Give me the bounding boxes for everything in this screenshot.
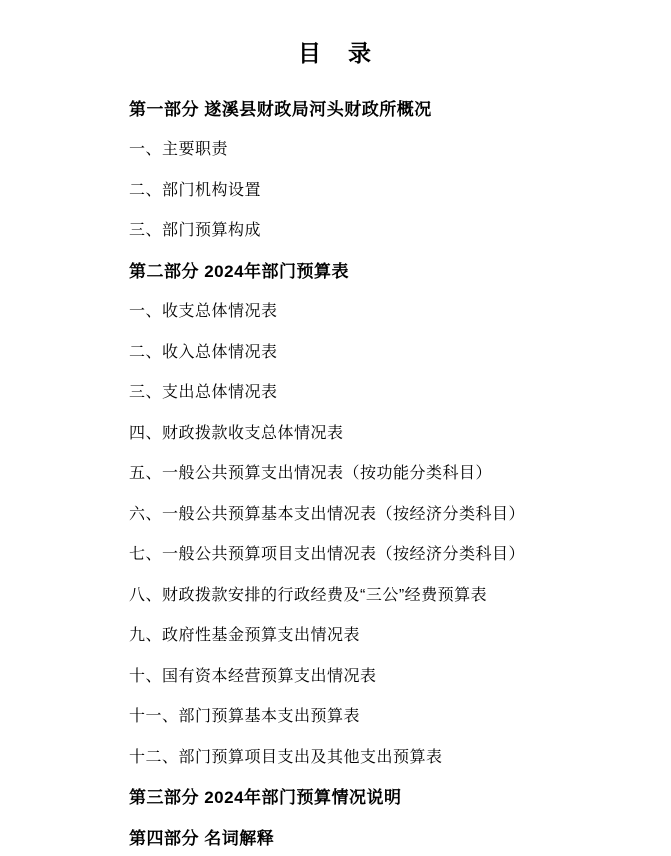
toc-item-2-1: 一、收支总体情况表 — [129, 303, 278, 321]
page-title: 目 录 — [298, 40, 373, 66]
toc-item-1-1: 一、主要职责 — [129, 141, 229, 159]
toc-section-part2: 第二部分 2024年部门预算表 — [129, 261, 350, 281]
toc-item-1-3: 三、部门预算构成 — [129, 222, 262, 240]
toc-item-2-5: 五、一般公共预算支出情况表（按功能分类科目） — [129, 465, 493, 483]
toc-item-2-12: 十二、部门预算项目支出及其他支出预算表 — [129, 748, 443, 766]
toc-item-2-4: 四、财政拨款收支总体情况表 — [129, 424, 344, 442]
toc-list — [0, 87, 671, 856]
toc-item-2-2: 二、收入总体情况表 — [129, 343, 278, 361]
toc-item-2-9: 九、政府性基金预算支出情况表 — [129, 627, 361, 645]
toc-item-2-6: 六、一般公共预算基本支出情况表（按经济分类科目） — [129, 505, 526, 523]
toc-item-2-7: 七、一般公共预算项目支出情况表（按经济分类科目） — [129, 546, 526, 564]
toc-item-2-8: 八、财政拨款安排的行政经费及“三公”经费预算表 — [129, 586, 488, 604]
toc-item-2-10: 十、国有资本经营预算支出情况表 — [129, 667, 377, 685]
toc-item-2-11: 十一、部门预算基本支出预算表 — [129, 708, 361, 726]
toc-section-part3: 第三部分 2024年部门预算情况说明 — [129, 788, 402, 808]
toc-section-part1: 第一部分 遂溪县财政局河头财政所概况 — [129, 99, 432, 119]
toc-item-1-2: 二、部门机构设置 — [129, 181, 262, 199]
toc-item-2-3: 三、支出总体情况表 — [129, 384, 278, 402]
toc-section-part4: 第四部分 名词解释 — [129, 828, 275, 848]
